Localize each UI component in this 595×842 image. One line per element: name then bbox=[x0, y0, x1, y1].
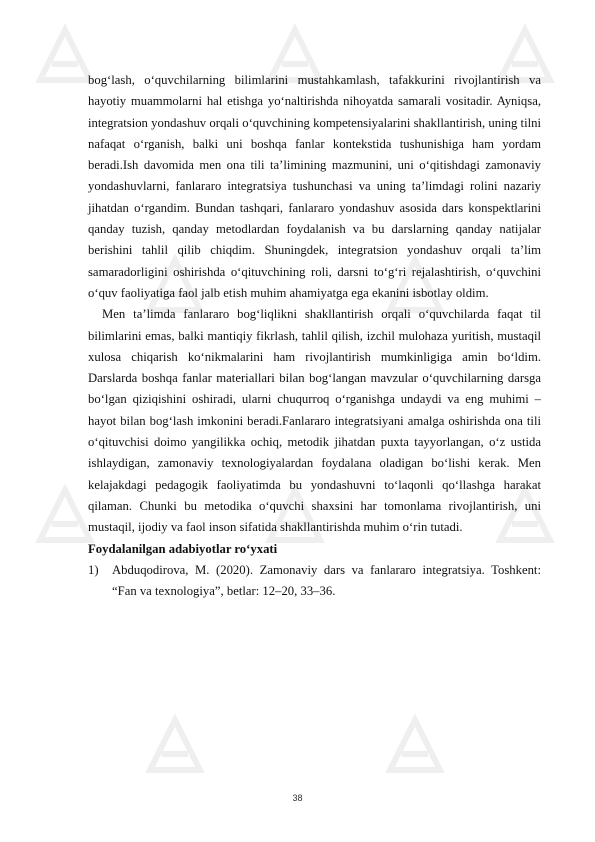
logo-watermark-icon bbox=[380, 710, 450, 780]
references-heading: Foydalanilgan adabiyotlar ro‘yxati bbox=[88, 541, 278, 556]
body-text bbox=[88, 70, 541, 602]
paragraph-conclusion-2: Men ta’limda fanlararo bog‘liqlikni shakllantirish orqali o‘quvchilarda faqat til bilimlarini emas, balki mantiqiy fikrlash, tahlil qilish, izchil mulohaza yuritish, mustaqil xulosa chiqarish ko‘nikmalarini ham rivojlantirish mumkinligiga amin bo‘ldim. Darslarda boshqa fanlar materiallari bilan bog‘langan mavzular o‘quvchilarning darsga bo‘lgan qiziqishini oshiradi, ularni chuqurroq o‘rganishga undaydi va eng muhimi – hayot bilan bog‘lash imkonini beradi.Fanlararo integratsiyani amalga oshirishda ona tili o‘qituvchisi doimo yangilikka ochiq, metodik jihatdan puxta tayyorlangan, o‘z ustida ishlaydigan, zamonaviy texnologiyalardan foydalana oladigan bo‘lishi kerak. Men kelajakdagi pedagogik faoliyatimda bu yondashuvni to‘laqonli qo‘llashga harakat qilaman. Chunki bu metodika o‘quvchi shaxsini har tomonlama rivojlantirish, uni mustaqil, ijodiy va faol inson sifatida shakllantirishda muhim o‘rin tutadi. bbox=[88, 307, 541, 535]
reference-text: Abduqodirova, M. (2020). Zamonaviy dars va fanlararo integratsiya. Toshkent: “Fan va texnologiya”, betlar: 12–20, 33–36. bbox=[112, 562, 541, 599]
logo-watermark-icon bbox=[140, 710, 210, 780]
reference-number: 1) bbox=[88, 562, 99, 577]
reference-item bbox=[88, 560, 541, 603]
paragraph-conclusion-1: bog‘lash, o‘quvchilarning bilimlarini mustahkamlash, tafakkurini rivojlantirish va hayotiy muammolarni hal etishga yo‘naltirishda nihoyatda samarali vositadir. Ayniqsa, integratsion yondashuv orqali o‘quvchining kompetensiyalarini shakllantirish, uning tilni nafaqat o‘rganish, balki uni boshqa fanlar kontekstida tushunishiga ham yordam beradi.Ish davomida men ona tili ta’limining mazmunini, uni o‘qitishdagi zamonaviy yondashuvlarni, fanlararo integratsiya tushunchasi va uning ta’limdagi rolini nazariy jihatdan o‘rgandim. Bundan tashqari, fanlararo yondashuv asosida dars konspektlarini qanday tuzish, qanday metodlardan foydalanish va bu darslarning qanday natijalar berishini tahlil qilib chiqdim. Shuningdek, integratsion yondashuv orqali ta’lim samaradorligini oshirishda o‘qituvchining roli, darsni to‘g‘ri rejalashtirish, o‘quvchini o‘quv faoliyatiga faol jalb etish muhim ahamiyatga ega ekanini isbotlay oldim. bbox=[88, 73, 541, 300]
page-number: 38 bbox=[292, 793, 303, 803]
